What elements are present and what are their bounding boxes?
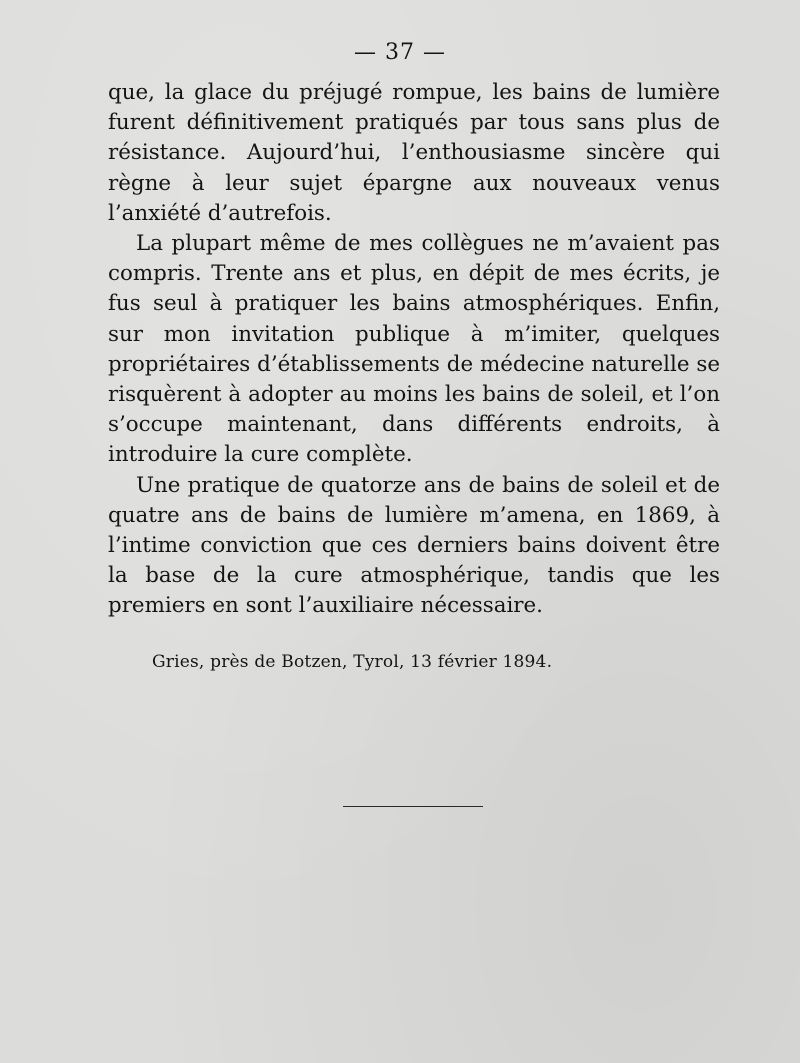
place-date-signature: Gries, près de Botzen, Tyrol, 13 février 1894. xyxy=(152,652,553,672)
paragraph-continuation: que, la glace du préjugé rompue, les bains de lumière furent définitivement pratiqués par tous sans plus de résistance. Aujourd’hui, l’enthousiasme sincère qui règne à leur sujet épargne aux nouveaux venus l’anxiété d’autrefois. xyxy=(108,80,720,226)
page-number: — 37 — xyxy=(354,40,446,65)
paragraph-colleagues: La plupart même de mes collègues ne m’avaient pas compris. Trente ans et plus, en dépit de mes écrits, je fus seul à pratiquer les bains atmosphériques. Enfin, sur mon invitation publique à m’imiter, quelques propriétaires d’établissements de médecine naturelle se risquèrent à adopter au moins les bains de soleil, et l’on s’occupe maintenant, dans différents endroits, à introduire la cure complète. xyxy=(108,231,720,468)
closing-rule-divider xyxy=(343,806,483,807)
paragraph-practice: Une pratique de quatorze ans de bains de soleil et de quatre ans de bains de lumière m’amena, en 1869, à l’intime conviction que ces derniers bains doivent être la base de la cure atmosphérique, tandis que les premiers en sont l’auxiliaire nécessaire. xyxy=(108,472,720,619)
body-text xyxy=(108,78,720,622)
